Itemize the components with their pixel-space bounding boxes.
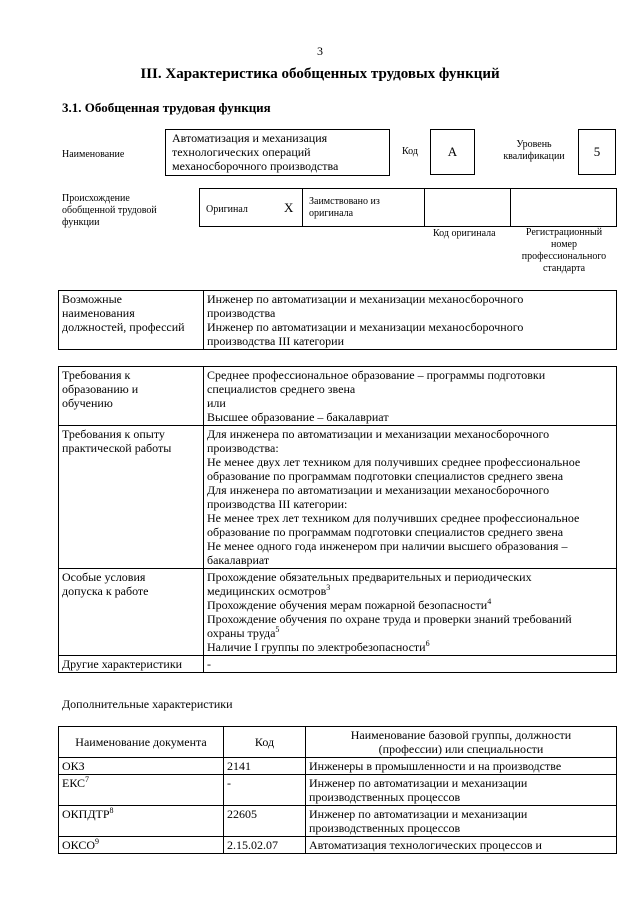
requirement-line: Наличие I группы по электробезопасности$^6$ [207,639,430,654]
origin-divider [302,188,303,227]
table-row [59,367,617,426]
original-label: Оригинал [206,204,248,215]
table-row [59,806,617,837]
origin-label: Происхождение обобщенной трудовой функции [62,193,157,228]
name-cell: Автоматизация технологических процессов и [306,837,617,854]
code-cell: 2.15.02.07 [224,837,306,854]
requirement-label: Требования к опыту практической работы [59,426,204,569]
code-cell: 2141 [224,758,306,775]
code-original-caption: Код оригинала [433,228,496,239]
level-value: 5 [593,144,601,159]
column-header: Наименование документа [59,727,224,758]
positions-value: Инженер по автоматизации и механизации механосборочного производства Инженер по автоматизации и механизации механосборочного производства III категории [204,291,617,350]
origin-box [199,188,617,227]
table-row [59,758,617,775]
additional-title: Дополнительные характеристики [62,697,233,711]
origin-divider [424,188,425,227]
original-mark: X [284,200,294,215]
requirements-table [58,366,617,673]
table-row [59,291,617,350]
column-header: Код [224,727,306,758]
table-row [59,569,617,656]
requirement-line: охраны труда$^5$ [207,625,280,640]
requirement-value: - [204,656,617,673]
doc-cell: ОКСО$^9$ [59,837,224,854]
doc-cell: ОКЗ [59,758,224,775]
name-cell: Инженер по автоматизации и механизации производственных процессов [306,775,617,806]
requirement-line: Прохождение обучения по охране труда и проверки знаний требований [207,612,572,626]
code-value: A [447,144,458,159]
name-value-box [165,129,390,176]
code-cell: - [224,775,306,806]
table-row [59,426,617,569]
requirement-label: Особые условия допуска к работе [59,569,204,656]
page-number: 3 [317,44,323,58]
additional-table [58,726,617,854]
requirement-value [204,569,617,656]
code-value-box [430,129,475,175]
name-value: Автоматизация и механизация технологических операций механосборочного производства [172,131,339,173]
name-cell: Инженер по автоматизации и механизации производственных процессов [306,806,617,837]
name-label: Наименование [62,149,125,160]
requirement-label: Другие характеристики [59,656,204,673]
table-row [59,837,617,854]
requirement-value: Среднее профессиональное образование – программы подготовки специалистов среднего звена или Высшее образование – бакалавриат [204,367,617,426]
reg-number-caption: Регистрационный номер профессионального стандарта [521,227,607,274]
code-cell: 22605 [224,806,306,837]
code-label: Код [402,146,418,157]
requirement-value: Для инженера по автоматизации и механизации механосборочного производства: Не менее двух лет техником для получивших среднее профессиональное образование по программам подготовки специалистов среднего звена Для инженера по автоматизации и механизации механосборочного производства III категории: Не менее трех лет техником для получивших среднее профессиональное образование по программам подготовки специалистов среднего звена Не менее одного года инженером при наличии высшего образования – бакалавриат [204,426,617,569]
level-label: Уровень квалификации [503,139,565,162]
origin-divider [510,188,511,227]
positions-table [58,290,617,350]
requirement-line: медицинских осмотров$^3$ [207,583,331,598]
table-row [59,656,617,673]
positions-label: Возможные наименования должностей, профессий [59,291,204,350]
table-row [59,775,617,806]
requirement-label: Требования к образованию и обучению [59,367,204,426]
table-header-row [59,727,617,758]
subsection-title: 3.1. Обобщенная трудовая функция [62,100,271,115]
section-title: III. Характеристика обобщенных трудовых функций [140,66,500,82]
requirement-line: Прохождение обучения мерам пожарной безопасности$^4$ [207,597,492,612]
requirement-line: Прохождение обязательных предварительных и периодических [207,570,532,584]
name-cell: Инженеры в промышленности и на производстве [306,758,617,775]
column-header: Наименование базовой группы, должности (профессии) или специальности [306,727,617,758]
borrowed-label: Заимствовано из оригинала [309,196,380,219]
doc-cell: ЕКС$^7$ [59,775,224,806]
level-value-box [578,129,616,175]
doc-cell: ОКПДТР$^8$ [59,806,224,837]
